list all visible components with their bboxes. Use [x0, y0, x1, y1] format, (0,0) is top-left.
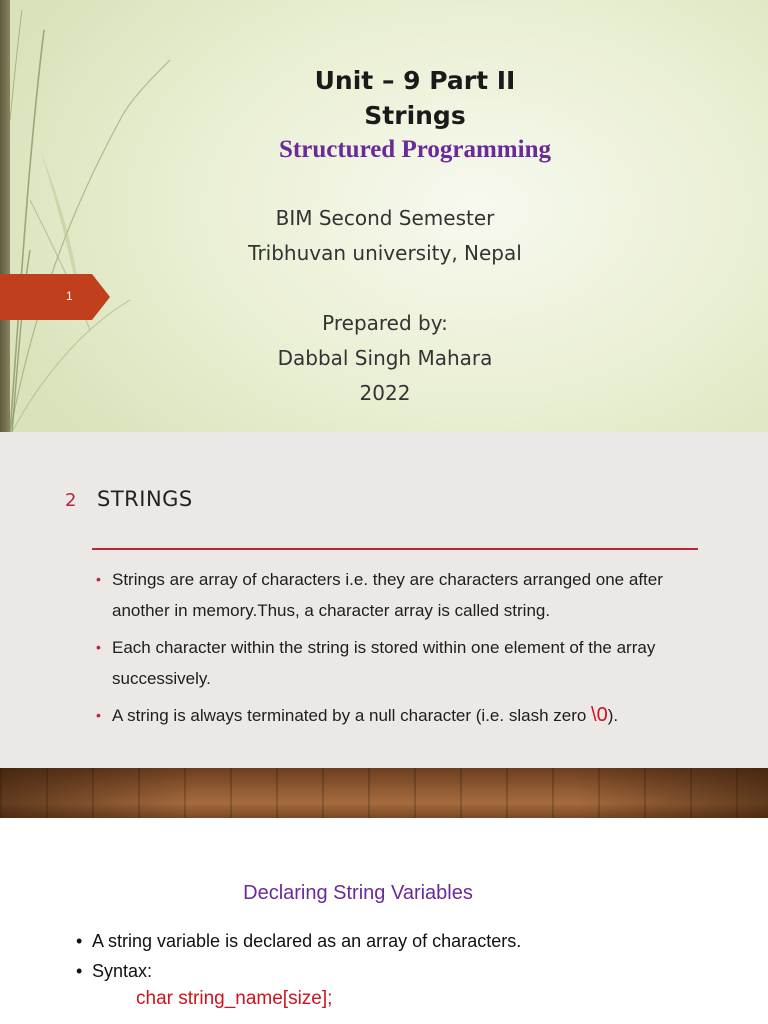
list-item: • A string is always terminated by a null character (i.e. slash zero \0).	[96, 700, 716, 731]
prepared-label: Prepared by:	[322, 311, 448, 335]
bullet-icon: •	[96, 571, 101, 587]
bullet-list	[76, 926, 521, 986]
slide-heading: Declaring String Variables	[243, 882, 473, 904]
bullet-icon: •	[76, 961, 83, 981]
bullet-icon: •	[96, 639, 101, 655]
list-item: • A string variable is declared as an array of characters.	[76, 926, 521, 956]
slide-number: 2	[65, 490, 77, 511]
syntax-code: char string_name[size];	[136, 988, 333, 1009]
list-item: • Strings are array of characters i.e. they are characters arranged one after another in memory.Thus, a character array is called string.	[96, 564, 716, 626]
strings-slide	[0, 432, 768, 818]
slide-heading: STRINGS	[97, 487, 193, 511]
null-char-code: \0	[591, 704, 608, 726]
unit-title: Unit – 9 Part II	[314, 66, 516, 95]
university-line: Tribhuvan university, Nepal	[248, 241, 522, 265]
slide-number-tab	[0, 274, 110, 320]
year: 2022	[359, 381, 411, 405]
title-slide	[0, 0, 768, 432]
course-title: Structured Programming	[279, 136, 551, 163]
list-item: • Syntax:	[76, 956, 521, 986]
slide-number: 1	[66, 289, 73, 303]
bullet-list	[96, 564, 716, 737]
program-line: BIM Second Semester	[275, 206, 495, 230]
heading-divider	[92, 548, 698, 550]
declaring-strings-slide	[0, 868, 768, 1024]
bullet-icon: •	[96, 707, 101, 723]
author-name: Dabbal Singh Mahara	[277, 346, 493, 370]
topic-title: Strings	[364, 101, 466, 130]
bullet-icon: •	[76, 931, 83, 951]
list-item: • Each character within the string is stored within one element of the array successively.	[96, 632, 716, 694]
